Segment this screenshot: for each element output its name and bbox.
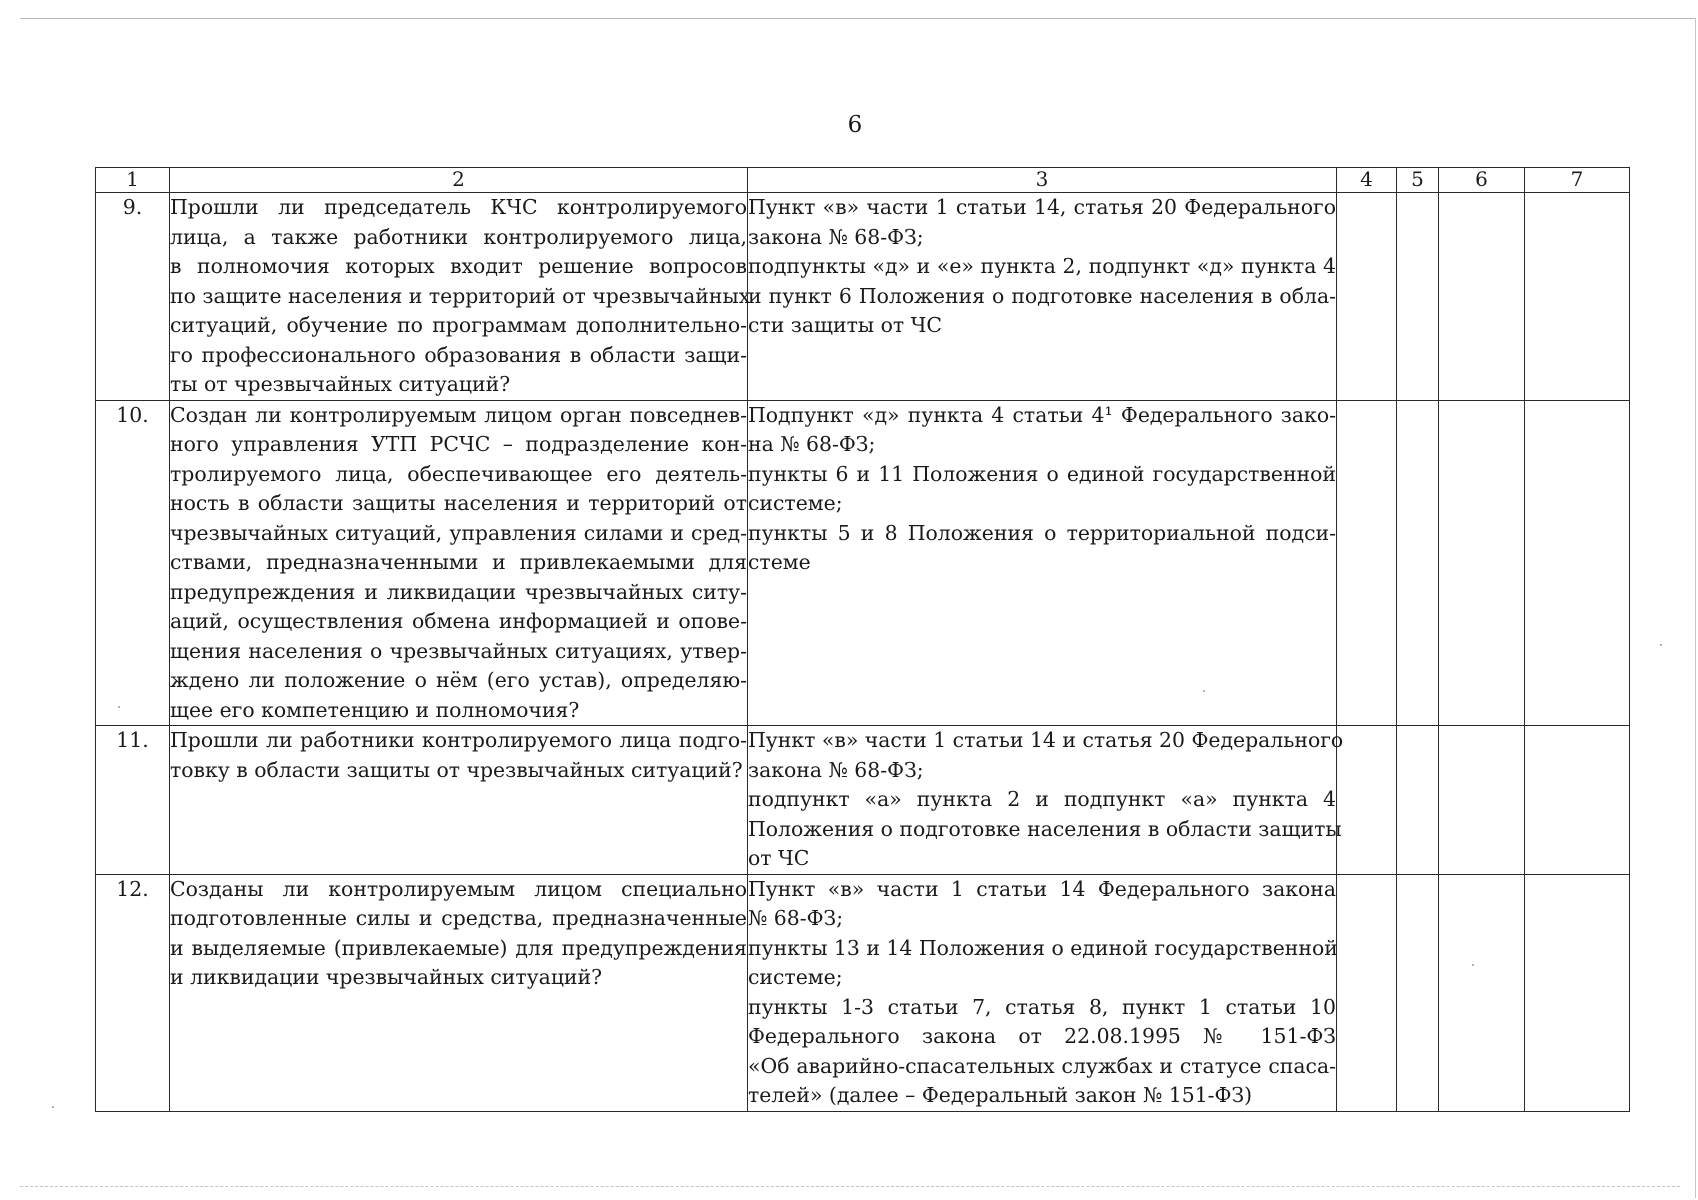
empty-cell — [1397, 193, 1439, 401]
page-border-right — [1695, 18, 1696, 1198]
column-header: 4 — [1337, 168, 1397, 193]
text-line: пункты 13 и 14 Положения о единой государственной — [748, 935, 1338, 960]
empty-cell — [1337, 400, 1397, 726]
empty-cell — [1337, 193, 1397, 401]
scan-speck — [118, 706, 120, 708]
text-line: пункты 5 и 8 Положения о территориальной подси- — [748, 520, 1336, 545]
text-line: чрезвычайных ситуаций, управления силами и сред- — [170, 520, 747, 545]
text-line: ждено ли положение о нём (его устав), определяю- — [170, 668, 747, 692]
text-line: аций, осуществления обмена информацией и опове- — [170, 609, 747, 633]
scan-speck — [1660, 644, 1662, 646]
empty-cell — [1525, 193, 1630, 401]
text-line: и выделяемые (привлекаемые) для предупреждения — [170, 935, 747, 960]
reference-cell — [748, 874, 1337, 1111]
empty-cell — [1439, 874, 1525, 1111]
text-line: системе; — [748, 965, 843, 989]
text-line: го профессионального образования в области защи- — [170, 342, 747, 367]
text-line: ность в области защиты населения и территорий от — [170, 491, 747, 515]
text-line: стеме — [748, 550, 811, 574]
text-line: Пункт «в» части 1 статьи 14 Федерального закона — [748, 876, 1336, 901]
text-line: № 68-ФЗ; — [748, 906, 844, 930]
text-line: и ликвидации чрезвычайных ситуаций? — [170, 965, 603, 989]
text-line: системе; — [748, 491, 843, 515]
checklist-table — [95, 167, 1630, 1112]
text-line: щее его компетенцию и полномочия? — [170, 697, 580, 722]
text-line: лица, а также работники контролируемого лица, — [170, 224, 747, 249]
text-line: подготовленные силы и средства, предназначенные — [170, 906, 747, 930]
reference-cell — [748, 726, 1344, 875]
row-number: 12. — [96, 874, 170, 1111]
column-header: 1 — [96, 168, 170, 193]
column-header: 2 — [170, 168, 748, 193]
text-line: по защите населения и территорий от чрезвычайных — [170, 283, 751, 308]
text-line: на № 68-ФЗ; — [748, 432, 876, 456]
text-line: тролируемого лица, обеспечивающее его деятель- — [170, 461, 747, 486]
text-line: в полномочия которых входит решение вопросов — [170, 254, 747, 278]
empty-cell — [1397, 726, 1439, 875]
text-line: ного управления УТП РСЧС – подразделение кон- — [170, 432, 747, 456]
text-line: пункты 1-3 статьи 7, статья 8, пункт 1 статьи 10 — [748, 994, 1336, 1019]
reference-cell — [748, 400, 1337, 726]
text-line: подпункт «а» пункта 2 и подпункт «а» пункта 4 — [748, 787, 1336, 811]
text-line: Федерального закона от 22.08.1995 № 151-ФЗ — [748, 1024, 1336, 1048]
text-line: подпункты «д» и «е» пункта 2, подпункт «д» пункта 4 — [748, 254, 1336, 278]
text-line: Прошли ли работники контролируемого лица подго- — [170, 728, 747, 752]
text-line: ствами, предназначенными и привлекаемыми для — [170, 550, 747, 574]
empty-cell — [1525, 400, 1630, 726]
question-cell — [170, 726, 748, 875]
table-row — [96, 726, 1630, 875]
scan-speck — [1472, 964, 1474, 966]
empty-cell — [1397, 874, 1439, 1111]
text-line: товку в области защиты от чрезвычайных ситуаций? — [170, 757, 743, 782]
text-line: Прошли ли председатель КЧС контролируемого — [170, 195, 747, 219]
empty-cell — [1439, 726, 1525, 875]
text-line: предупреждения и ликвидации чрезвычайных ситу- — [170, 579, 747, 604]
text-line: закона № 68-ФЗ; — [748, 757, 924, 782]
text-line: Созданы ли контролируемым лицом специально — [170, 876, 747, 901]
text-line: Положения о подготовке населения в области защиты — [748, 816, 1342, 841]
text-line: Пункт «в» части 1 статьи 14, статья 20 Федерального — [748, 195, 1336, 219]
column-header: 7 — [1525, 168, 1630, 193]
empty-cell — [1337, 726, 1397, 875]
text-line: Пункт «в» части 1 статьи 14 и статья 20 Федерального — [748, 728, 1344, 752]
text-line: сти защиты от ЧС — [748, 313, 942, 337]
row-number: 9. — [96, 193, 170, 401]
empty-cell — [1439, 193, 1525, 401]
page-border-bottom — [20, 1186, 1680, 1187]
page-border-top — [20, 18, 1696, 19]
row-number: 11. — [96, 726, 170, 875]
text-line: «Об аварийно-спасательных службах и статусе спаса- — [748, 1053, 1336, 1078]
row-number: 10. — [96, 400, 170, 726]
text-line: щения населения о чрезвычайных ситуациях, утвер- — [170, 638, 747, 663]
column-header: 5 — [1397, 168, 1439, 193]
text-line: Создан ли контролируемым лицом орган повседнев- — [170, 402, 747, 427]
text-line: ситуаций, обучение по программам дополнительно- — [170, 313, 747, 337]
reference-cell — [748, 193, 1337, 401]
empty-cell — [1525, 726, 1630, 875]
question-cell — [170, 400, 748, 726]
scan-speck — [1203, 690, 1205, 692]
text-line: Подпункт «д» пункта 4 статьи 4¹ Федерального зако- — [748, 402, 1336, 427]
text-line: телей» (далее – Федеральный закон № 151-ФЗ) — [748, 1083, 1253, 1107]
empty-cell — [1337, 874, 1397, 1111]
text-line: ты от чрезвычайных ситуаций? — [170, 372, 511, 396]
table-row — [96, 193, 1630, 401]
page-number: 6 — [847, 112, 863, 138]
empty-cell — [1439, 400, 1525, 726]
text-line: и пункт 6 Положения о подготовке населения в обла- — [748, 283, 1336, 308]
scan-speck — [52, 1106, 54, 1108]
table-row — [96, 400, 1630, 726]
text-line: пункты 6 и 11 Положения о единой государственной — [748, 461, 1336, 486]
question-cell — [170, 193, 751, 401]
question-cell — [170, 874, 748, 1111]
text-line: закона № 68-ФЗ; — [748, 224, 924, 249]
column-header: 3 — [748, 168, 1337, 193]
text-line: от ЧС — [748, 846, 810, 870]
table-row — [96, 874, 1630, 1111]
column-header: 6 — [1439, 168, 1525, 193]
header-row — [96, 168, 1630, 193]
empty-cell — [1397, 400, 1439, 726]
empty-cell — [1525, 874, 1630, 1111]
